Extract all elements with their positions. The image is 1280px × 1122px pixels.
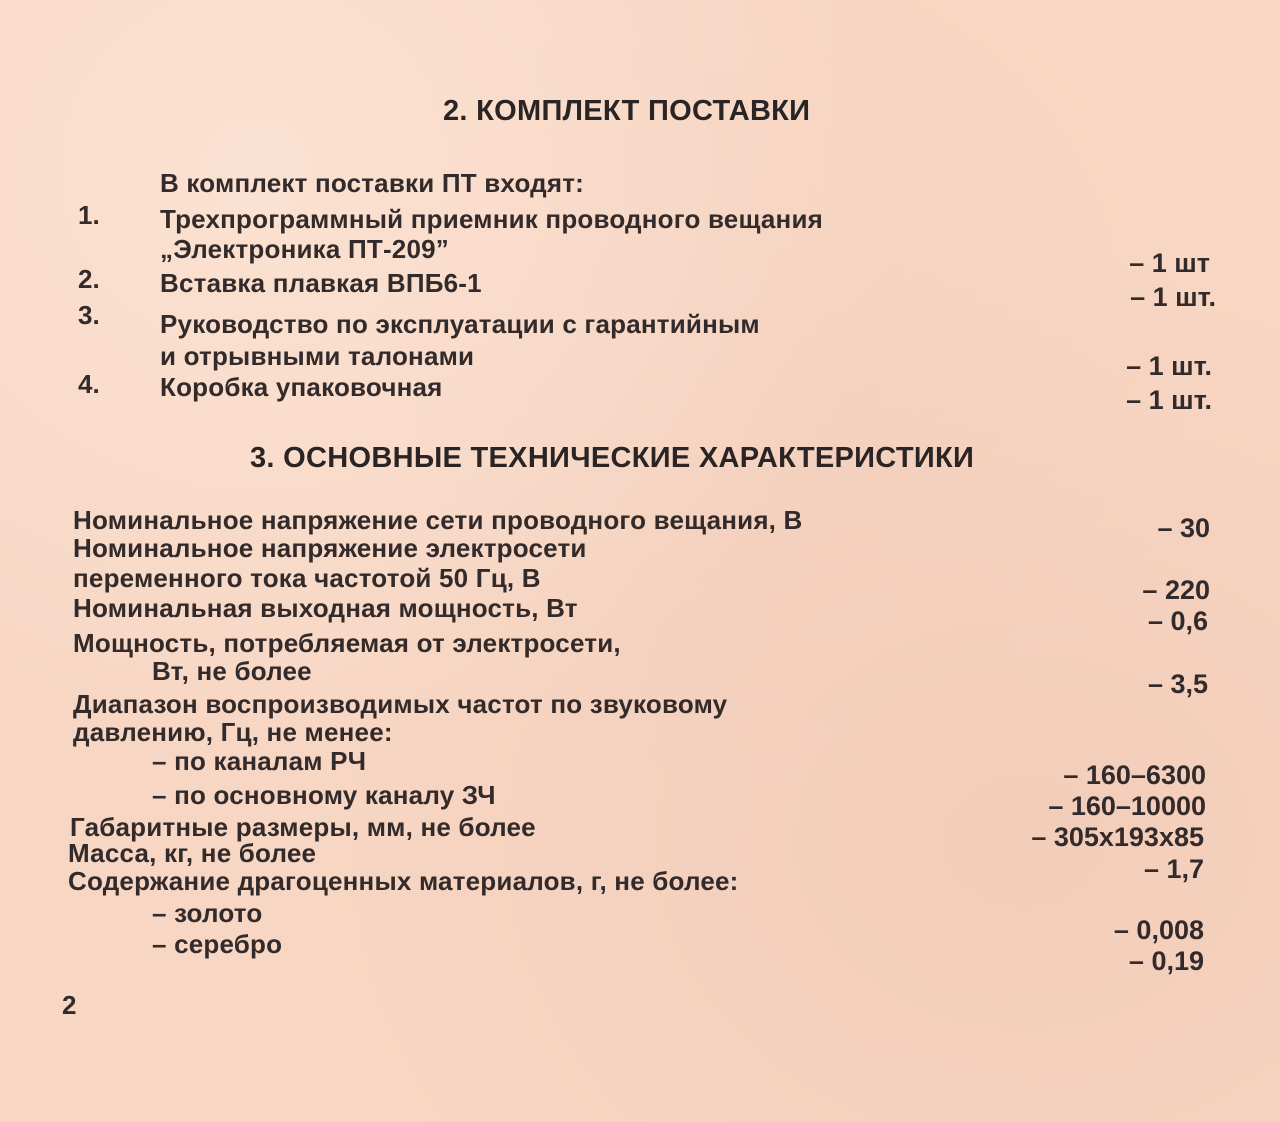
spec-dimensions-value: – 305x193x85 [1031, 822, 1204, 852]
item-3-text-line1: Руководство по эксплуатации с гарантийным [160, 309, 760, 339]
spec-power-consumption-label-line2: Вт, не более [152, 656, 312, 686]
spec-main-channel-value: – 160–10000 [1048, 791, 1206, 821]
spec-gold-value: – 0,008 [1113, 915, 1204, 945]
item-4-text-line1: Коробка упаковочная [160, 372, 443, 402]
item-1-quantity: – 1 шт [1129, 248, 1210, 278]
spec-output-power-value: – 0,6 [1147, 606, 1208, 636]
item-2-text-line1: Вставка плавкая ВПБ6-1 [160, 268, 482, 298]
spec-rf-channels-label: – по каналам РЧ [152, 746, 367, 776]
spec-network-voltage-value: – 30 [1157, 513, 1210, 543]
spec-power-consumption-value: – 3,5 [1147, 669, 1208, 699]
spec-silver-label: – серебро [152, 929, 283, 959]
item-3-text-line2: и отрывными талонами [160, 341, 475, 371]
item-2-quantity: – 1 шт. [1130, 282, 1216, 312]
spec-frequency-range-label-line2: давлению, Гц, не менее: [73, 717, 393, 747]
item-2-number: 2. [78, 264, 100, 294]
spec-power-consumption-label-line1: Мощность, потребляемая от электросети, [73, 628, 621, 658]
spec-mass-value: – 1,7 [1143, 854, 1204, 884]
spec-mains-voltage-label-line1: Номинальное напряжение электросети [73, 533, 587, 563]
spec-precious-metals-label: Содержание драгоценных материалов, г, не более: [68, 866, 739, 896]
item-4-quantity: – 1 шт. [1126, 385, 1212, 415]
spec-silver-value: – 0,19 [1128, 946, 1204, 976]
spec-dimensions-label: Габаритные размеры, мм, не более [70, 812, 536, 842]
section-3-title: 3. ОСНОВНЫЕ ТЕХНИЧЕСКИЕ ХАРАКТЕРИСТИКИ [250, 442, 975, 474]
section-2-title: 2. КОМПЛЕКТ ПОСТАВКИ [443, 95, 811, 127]
item-3-number: 3. [78, 300, 100, 330]
spec-mains-voltage-value: – 220 [1142, 575, 1210, 605]
section-2-intro: В комплект поставки ПТ входят: [160, 168, 585, 198]
item-1-text-line2: „Электроника ПТ-209” [160, 234, 449, 264]
spec-gold-label: – золото [152, 898, 263, 928]
page-number: 2 [62, 990, 77, 1020]
spec-rf-channels-value: – 160–6300 [1063, 760, 1206, 790]
spec-main-channel-label: – по основному каналу ЗЧ [152, 780, 496, 810]
item-3-quantity: – 1 шт. [1126, 351, 1212, 381]
spec-output-power-label: Номинальная выходная мощность, Вт [73, 593, 578, 623]
item-1-number: 1. [78, 200, 100, 230]
spec-frequency-range-label-line1: Диапазон воспроизводимых частот по звуковому [73, 689, 728, 719]
spec-network-voltage-label: Номинальное напряжение сети проводного вещания, В [73, 505, 803, 535]
item-1-text-line1: Трехпрограммный приемник проводного вещания [160, 204, 824, 234]
spec-mains-voltage-label-line2: переменного тока частотой 50 Гц, В [73, 563, 541, 593]
item-4-number: 4. [78, 369, 100, 399]
spec-mass-label: Масса, кг, не более [68, 838, 317, 868]
